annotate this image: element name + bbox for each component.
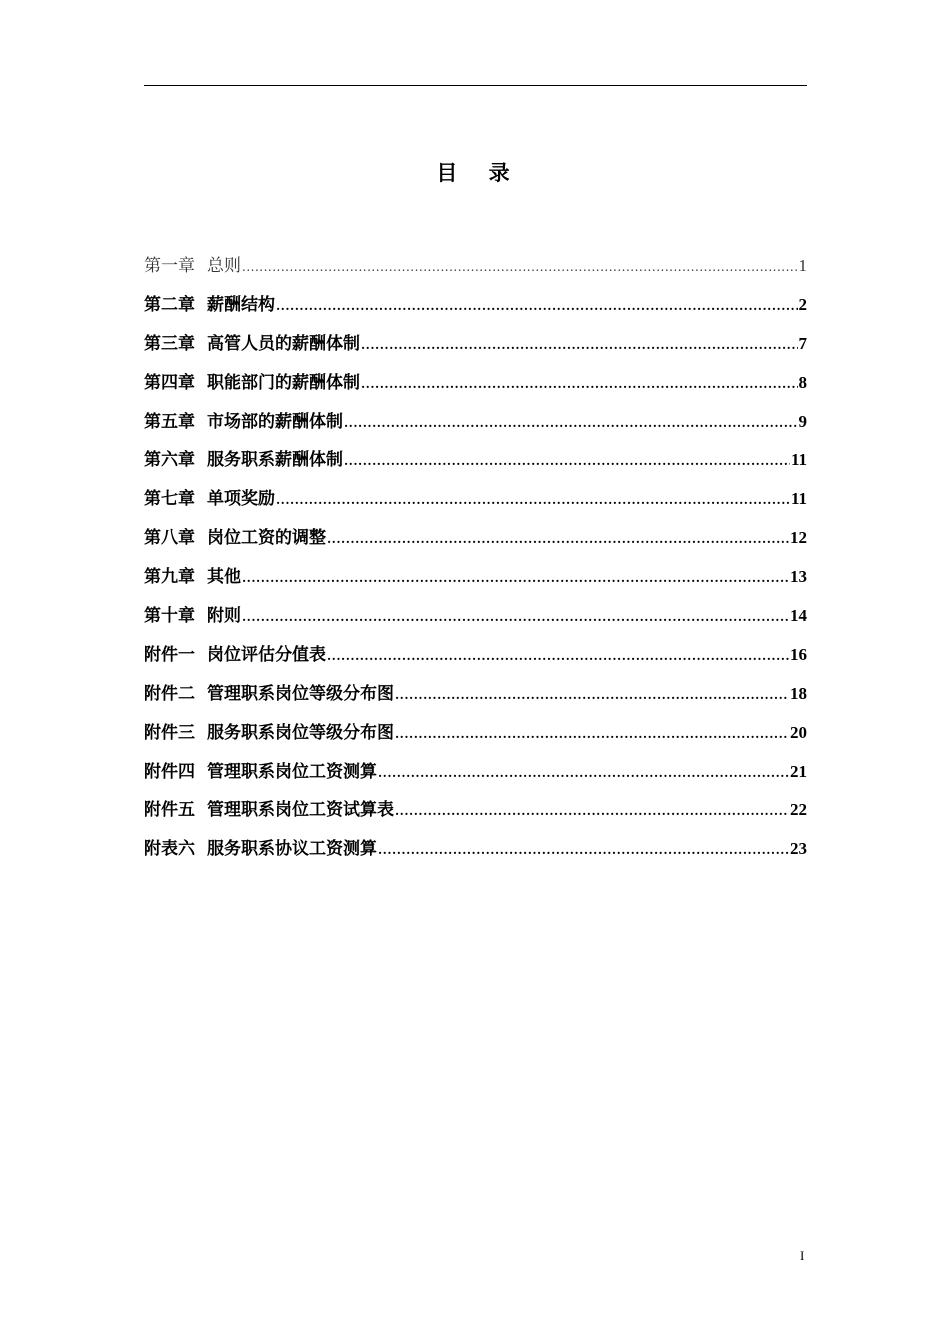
header-rule <box>144 85 807 86</box>
toc-entry[interactable] <box>144 407 807 446</box>
toc-leader-dots <box>378 766 789 780</box>
toc-entry-number: 第三章 <box>144 333 195 354</box>
toc-leader-dots <box>327 532 789 546</box>
toc-entry[interactable] <box>144 368 807 407</box>
toc-entry-number: 第七章 <box>144 489 195 510</box>
toc-entry-title: 服务职系协议工资测算 <box>207 839 377 860</box>
toc-entry-number: 第四章 <box>144 372 195 393</box>
toc-list <box>144 251 807 873</box>
toc-entry-page: 18 <box>790 683 807 703</box>
toc-entry-number: 附件二 <box>144 683 195 704</box>
toc-entry[interactable] <box>144 562 807 601</box>
toc-leader-dots <box>344 454 790 468</box>
toc-entry-title: 管理职系岗位工资试算表 <box>207 800 394 821</box>
toc-leader-dots <box>361 377 798 391</box>
toc-leader-dots <box>361 338 798 352</box>
toc-entry-number: 第二章 <box>144 294 195 315</box>
toc-entry-title: 薪酬结构 <box>207 294 275 315</box>
toc-entry-number: 第八章 <box>144 528 195 549</box>
toc-entry-title: 管理职系岗位等级分布图 <box>207 683 394 704</box>
toc-entry-number: 第五章 <box>144 411 195 432</box>
toc-leader-dots <box>395 804 789 818</box>
toc-entry-number: 附件四 <box>144 761 195 782</box>
toc-entry-page: 9 <box>798 411 807 431</box>
toc-entry[interactable] <box>144 679 807 718</box>
toc-entry-page: 14 <box>790 606 807 626</box>
toc-entry-page: 22 <box>790 800 807 820</box>
toc-entry-page: 1 <box>798 256 807 275</box>
toc-entry-title: 服务职系岗位等级分布图 <box>207 722 394 743</box>
toc-entry[interactable] <box>144 290 807 329</box>
toc-entry-number: 第六章 <box>144 450 195 471</box>
toc-leader-dots <box>378 843 789 857</box>
toc-entry-page: 16 <box>790 644 807 664</box>
toc-entry-number: 附件三 <box>144 722 195 743</box>
toc-entry[interactable] <box>144 523 807 562</box>
toc-entry[interactable] <box>144 484 807 523</box>
toc-entry-number: 第一章 <box>144 256 195 276</box>
toc-entry-title: 其他 <box>207 567 241 588</box>
toc-entry-page: 7 <box>798 333 807 353</box>
toc-entry-title: 市场部的薪酬体制 <box>207 411 343 432</box>
toc-leader-dots <box>242 571 789 585</box>
toc-entry[interactable] <box>144 329 807 368</box>
toc-entry-number: 附件一 <box>144 644 195 665</box>
toc-entry-title: 岗位评估分值表 <box>207 644 326 665</box>
toc-entry[interactable] <box>144 251 807 290</box>
toc-entry-title: 职能部门的薪酬体制 <box>207 372 360 393</box>
toc-entry-number: 第九章 <box>144 567 195 588</box>
toc-leader-dots <box>276 299 798 313</box>
toc-entry-page: 8 <box>798 372 807 392</box>
toc-entry[interactable] <box>144 795 807 834</box>
toc-leader-dots <box>344 416 798 430</box>
toc-entry-title: 附则 <box>207 606 241 627</box>
toc-entry-number: 第十章 <box>144 606 195 627</box>
toc-entry-page: 21 <box>790 761 807 781</box>
toc-entry-title: 岗位工资的调整 <box>207 528 326 549</box>
toc-entry-page: 20 <box>790 722 807 742</box>
toc-entry[interactable] <box>144 445 807 484</box>
toc-entry-number: 附件五 <box>144 800 195 821</box>
toc-entry-page: 23 <box>790 839 807 859</box>
toc-leader-dots <box>242 610 789 624</box>
page-number: I <box>800 1248 805 1263</box>
toc-entry-title: 管理职系岗位工资测算 <box>207 761 377 782</box>
toc-title: 目 录 <box>436 160 522 185</box>
toc-entry-page: 11 <box>790 450 807 470</box>
toc-entry-title: 高管人员的薪酬体制 <box>207 333 360 354</box>
toc-entry-page: 12 <box>790 528 807 548</box>
toc-entry-title: 服务职系薪酬体制 <box>207 450 343 471</box>
toc-entry-number: 附表六 <box>144 839 195 860</box>
toc-entry-page: 11 <box>790 489 807 509</box>
toc-leader-dots <box>276 493 790 507</box>
toc-leader-dots <box>395 688 789 702</box>
toc-entry-title: 单项奖励 <box>207 489 275 510</box>
toc-leader-dots <box>327 649 789 663</box>
toc-entry[interactable] <box>144 834 807 873</box>
toc-entry[interactable] <box>144 757 807 796</box>
toc-entry[interactable] <box>144 640 807 679</box>
toc-entry[interactable] <box>144 601 807 640</box>
toc-entry[interactable] <box>144 718 807 757</box>
toc-entry-page: 2 <box>798 294 807 314</box>
toc-leader-dots <box>242 260 798 274</box>
toc-entry-page: 13 <box>790 567 807 587</box>
toc-leader-dots <box>395 727 789 741</box>
toc-entry-title: 总则 <box>207 256 241 276</box>
